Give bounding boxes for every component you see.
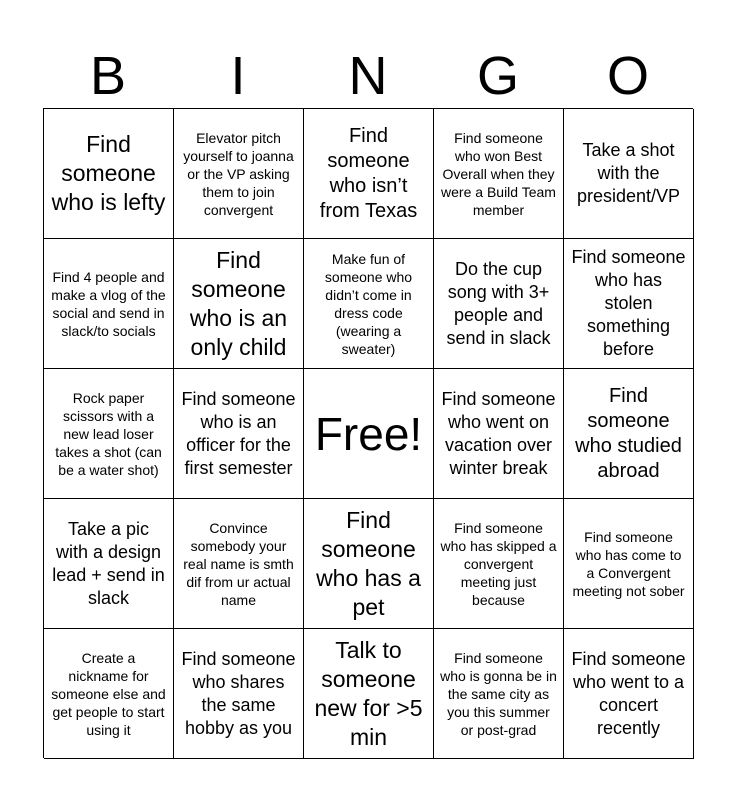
header-letter-n: N xyxy=(348,46,388,106)
header-letter-b: B xyxy=(89,46,127,106)
cell-text: Find someone who is gonna be in the same city as you this summer or post-grad xyxy=(440,649,557,738)
cell-text: Find someone who won Best Overall when they were a Build Team member xyxy=(441,129,556,218)
cell-text: Find someone who went to a concert recently xyxy=(571,648,686,738)
bingo-cell-free[interactable] xyxy=(304,369,434,499)
bingo-cell-r3-c2[interactable] xyxy=(174,369,304,499)
free-space-text: Free! xyxy=(314,407,423,460)
cell-text: Find someone who isn’t from Texas xyxy=(319,124,418,222)
header-letter-i: I xyxy=(230,46,246,106)
bingo-cell-r5-c3[interactable] xyxy=(304,629,434,759)
cell-text: Find someone who has come to a Convergent meeting not sober xyxy=(572,528,685,599)
bingo-cell-r4-c4[interactable] xyxy=(434,499,564,629)
bingo-cell-r4-c5[interactable] xyxy=(564,499,694,629)
bingo-cell-r4-c3[interactable] xyxy=(304,499,434,629)
cell-text: Make fun of someone who didn’t come in dress code (wearing a sweater) xyxy=(324,250,413,357)
cell-text: Create a nickname for someone else and get people to start using it xyxy=(51,649,166,738)
bingo-cell-r1-c4[interactable] xyxy=(434,109,564,239)
cell-text: Convince somebody your real name is smth dif from ur actual name xyxy=(183,519,294,608)
bingo-cell-r2-c4[interactable] xyxy=(434,239,564,369)
bingo-cell-r2-c5[interactable] xyxy=(564,239,694,369)
cell-text: Take a shot with the president/VP xyxy=(576,140,681,206)
cell-text: Elevator pitch yourself to joanna or the VP asking them to join convergent xyxy=(183,129,294,218)
bingo-cell-r3-c1[interactable] xyxy=(44,369,174,499)
bingo-cell-r4-c2[interactable] xyxy=(174,499,304,629)
bingo-header xyxy=(43,44,693,108)
cell-text: Take a pic with a design lead + send in slack xyxy=(52,518,165,608)
cell-text: Find someone who shares the same hobby as you xyxy=(181,648,296,738)
bingo-cell-r5-c1[interactable] xyxy=(44,629,174,759)
bingo-cell-r5-c5[interactable] xyxy=(564,629,694,759)
cell-text: Find 4 people and make a vlog of the social and send in slack/to socials xyxy=(51,268,166,339)
cell-text: Rock paper scissors with a new lead loser takes a shot (can be a water shot) xyxy=(55,389,162,478)
cell-text: Find someone who studied abroad xyxy=(575,384,682,482)
bingo-cell-r4-c1[interactable] xyxy=(44,499,174,629)
bingo-cell-r1-c2[interactable] xyxy=(174,109,304,239)
bingo-cell-r5-c4[interactable] xyxy=(434,629,564,759)
bingo-cell-r3-c5[interactable] xyxy=(564,369,694,499)
bingo-cell-r3-c4[interactable] xyxy=(434,369,564,499)
cell-text: Find someone who is an only child xyxy=(189,246,288,360)
cell-text: Find someone who is an officer for the first semester xyxy=(181,388,296,478)
cell-text: Find someone who has skipped a convergent meeting just because xyxy=(440,519,557,608)
bingo-cell-r1-c3[interactable] xyxy=(304,109,434,239)
bingo-cell-r1-c5[interactable] xyxy=(564,109,694,239)
header-letter-g: G xyxy=(476,46,519,106)
bingo-cell-r1-c1[interactable] xyxy=(44,109,174,239)
bingo-cell-r2-c3[interactable] xyxy=(304,239,434,369)
cell-text: Do the cup song with 3+ people and send in slack xyxy=(446,258,551,348)
bingo-grid xyxy=(43,108,693,758)
cell-text: Find someone who is lefty xyxy=(51,131,166,215)
bingo-cell-r2-c1[interactable] xyxy=(44,239,174,369)
bingo-cell-r5-c2[interactable] xyxy=(174,629,304,759)
cell-text: Find someone who has a pet xyxy=(316,506,421,620)
cell-text: Find someone who has stolen something before xyxy=(571,247,686,359)
cell-text: Find someone who went on vacation over winter break xyxy=(441,388,556,478)
cell-text: Talk to someone new for >5 min xyxy=(314,636,423,750)
bingo-cell-r2-c2[interactable] xyxy=(174,239,304,369)
header-letter-o: O xyxy=(606,46,649,106)
